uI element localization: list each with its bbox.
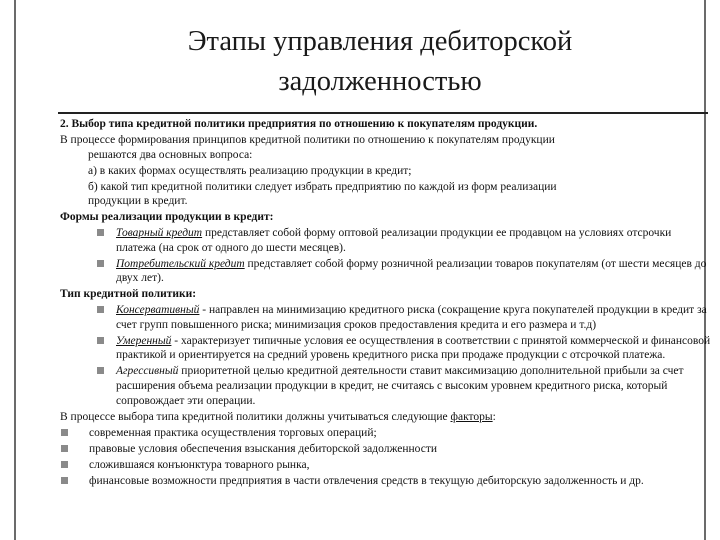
factor-item-text: финансовые возможности предприятия в части отвлечения средств в текущую дебиторскую задолженность и др. (89, 474, 644, 487)
types-heading: Тип кредитной политики: (60, 288, 197, 301)
factor-item (60, 458, 712, 473)
left-frame-line (14, 0, 16, 540)
question-b-line-1: б) какой тип кредитной политики следует избрать предприятию по каждой из форм реализации (88, 180, 557, 193)
factor-item-text: сложившаяся конъюнктура товарного рынка, (89, 458, 310, 471)
factor-item-text: современная практика осуществления торговых операций; (89, 426, 377, 439)
types-item-conservative (60, 303, 712, 332)
square-bullet-icon (61, 461, 68, 468)
square-bullet-icon (97, 337, 104, 344)
types-item-lead: Агрессивный (116, 365, 179, 378)
types-item-text: - характеризует типичные условия ее осуществления в соответствии с принятой коммерческой и финансовой практикой и ориентируется на средний уровень кредитного риска при продаже продукции с отсрочкой платежа. (116, 334, 711, 362)
title-divider (58, 112, 708, 114)
square-bullet-icon (97, 229, 104, 236)
types-item-lead: Умеренный (116, 334, 172, 347)
forms-heading: Формы реализации продукции в кредит: (60, 211, 274, 224)
question-a: а) в каких формах осуществлять реализацию продукции в кредит; (88, 164, 412, 177)
slide-title-line-2: задолженностью (278, 66, 482, 97)
factors-link[interactable]: факторы (450, 410, 493, 423)
forms-item-trade-credit (60, 226, 712, 255)
factor-item (60, 474, 712, 489)
square-bullet-icon (97, 260, 104, 267)
factor-item (60, 426, 712, 441)
slide-title-line-1: Этапы управления дебиторской (187, 26, 573, 57)
types-item-text: - направлен на минимизацию кредитного риска (сокращение круга покупателей продукции в кредит за счет групп повышенного риска; минимизация сроков предоставления кредита и его размера и т.д) (116, 304, 707, 331)
slide-body (60, 117, 712, 490)
slide-title (80, 22, 680, 102)
square-bullet-icon (61, 429, 68, 436)
types-item-text: приоритетной целью кредитной деятельности ставит максимизацию дополнительной прибыли за счет расширения объема реализации продукции в кредит, не считаясь с высоким уровнем кредитного риска, который сопровождает эти операции. (116, 365, 684, 407)
square-bullet-icon (97, 367, 104, 374)
square-bullet-icon (61, 445, 68, 452)
forms-item-text: представляет собой форму розничной реализации товаров покупателям (от шести месяцев до двух лет). (116, 257, 707, 285)
question-b-line-2: продукции в кредит. (88, 195, 188, 208)
forms-item-text: представляет собой форму оптовой реализации продукции ее продавцом на условиях отсрочки платежа (на срок от одного до шести месяцев). (116, 227, 672, 254)
forms-item-lead: Товарный кредит (116, 227, 203, 240)
square-bullet-icon (97, 306, 104, 313)
question-b (60, 180, 712, 209)
types-item-aggressive (60, 364, 712, 408)
intro-paragraph (60, 133, 712, 162)
forms-item-lead: Потребительский кредит (116, 257, 245, 270)
factor-item-text: правовые условия обеспечения взыскания дебиторской задолженности (89, 442, 437, 455)
factors-intro-text: В процессе выбора типа кредитной политики должны учитываться следующие (60, 410, 451, 423)
factors-intro (60, 410, 712, 425)
types-item-lead: Консервативный (116, 304, 200, 317)
section-heading: 2. Выбор типа кредитной политики предприятия по отношению к покупателям продукции. (60, 118, 538, 130)
factors-intro-colon: : (492, 410, 496, 423)
forms-item-consumer-credit (60, 257, 712, 286)
factor-item (60, 442, 712, 457)
square-bullet-icon (61, 477, 68, 484)
intro-second-line: решаются два основных вопроса: (88, 148, 253, 161)
intro-first-line: В процессе формирования принципов кредитной политики по отношению к покупателям продукции (60, 133, 555, 146)
types-item-moderate (60, 334, 712, 363)
